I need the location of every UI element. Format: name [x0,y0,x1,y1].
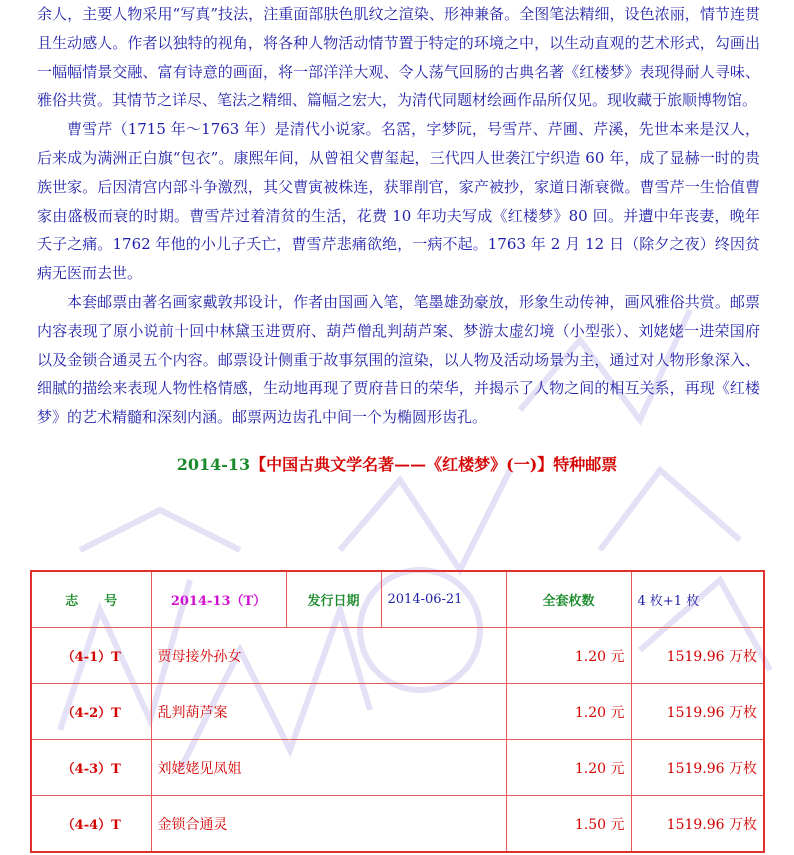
row-count: 1519.96 万枚 [631,684,764,740]
stamp-set-code: 2014-13 [176,454,251,474]
row-count: 1519.96 万枚 [631,628,764,684]
stamp-info-table [30,570,765,853]
paragraph-3: 本套邮票由著名画家戴敦邦设计，作者由国画入笔，笔墨雄劲豪放，形象生动传神，画风雅俗共赏。邮票内容表现了原小说前十回中林黛玉进贾府、葫芦僧乱判葫芦案、梦游太虚幻境（小型张）、刘姥姥一进荣国府以及金锁合通灵五个内容。邮票设计侧重于故事氛围的渲染，以人物及活动场景为主，通过对人物形象深入、细腻的描绘来表现人物性格情感，生动地再现了贾府昔日的荣华，并揭示了人物之间的相互关系，再现《红楼梦》的艺术精髓和深刻内涵。邮票两边齿孔中间一个为椭圆形齿孔。 [37,292,760,427]
header-label-count: 全套枚数 [506,571,631,628]
header-code: 2014-13（T） [151,571,286,628]
paragraph-1: 余人，主要人物采用“写真”技法，注重面部肤色肌纹之渲染、形神兼备。全图笔法精细，设色浓丽，情节连贯且生动感人。作者以独特的视角，将各种人物活动情节置于特定的环境之中，以生动直观的艺术形式，勾画出一幅幅情景交融、富有诗意的画面，将一部洋洋大观、令人荡气回肠的古典名著《红楼梦》表现得耐人寻味、雅俗共赏。其情节之详尽、笔法之精细、篇幅之宏大，为清代同题材绘画作品所仅见。现收藏于旅顺博物馆。 [37,5,760,110]
row-code: （4-1）T [31,628,151,684]
row-name: 乱判葫芦案 [151,684,506,740]
table-row [31,740,764,796]
header-count: 4 枚+1 枚 [631,571,764,628]
table-row [31,628,764,684]
row-name: 金锁合通灵 [151,796,506,853]
row-code: （4-3）T [31,740,151,796]
table-row [31,796,764,853]
row-price: 1.20 元 [506,628,631,684]
row-price: 1.20 元 [506,740,631,796]
row-code: （4-2）T [31,684,151,740]
row-price: 1.20 元 [506,684,631,740]
stamp-set-title [0,445,794,485]
header-label-date: 发行日期 [286,571,381,628]
row-count: 1519.96 万枚 [631,796,764,853]
row-name: 刘姥姥见凤姐 [151,740,506,796]
header-label-code: 志 号 [31,571,151,628]
row-name: 贾母接外孙女 [151,628,506,684]
row-price: 1.50 元 [506,796,631,853]
header-date: 2014-06-21 [381,571,506,628]
row-count: 1519.96 万枚 [631,740,764,796]
row-code: （4-4）T [31,796,151,853]
stamp-set-name: 【中国古典文学名著——《红楼梦》(一)】特种邮票 [250,454,618,474]
table-header-row [31,571,764,628]
paragraph-2: 曹雪芹（1715 年～1763 年）是清代小说家。名霑，字梦阮，号雪芹、芹圃、芹溪，先世本来是汉人，后来成为满洲正白旗“包衣”。康熙年间，从曾祖父曹玺起，三代四人世袭江宁织造 60 年，成了显赫一时的贵族世家。后因清宫内部斗争激烈，其父曹寅被株连，获罪削官，家产被抄，家道日渐衰微。曹雪芹一生恰值曹家由盛极而衰的时期。曹雪芹过着清贫的生活，花费 10 年功夫写成《红楼梦》80 回。并遭中年丧妻，晚年夭子之痛。1762 年他的小儿子夭亡，曹雪芹悲痛欲绝，一病不起。1763 年 2 月 12 日（除夕之夜）终因贫病无医而去世。 [37,120,760,283]
table-row [31,684,764,740]
